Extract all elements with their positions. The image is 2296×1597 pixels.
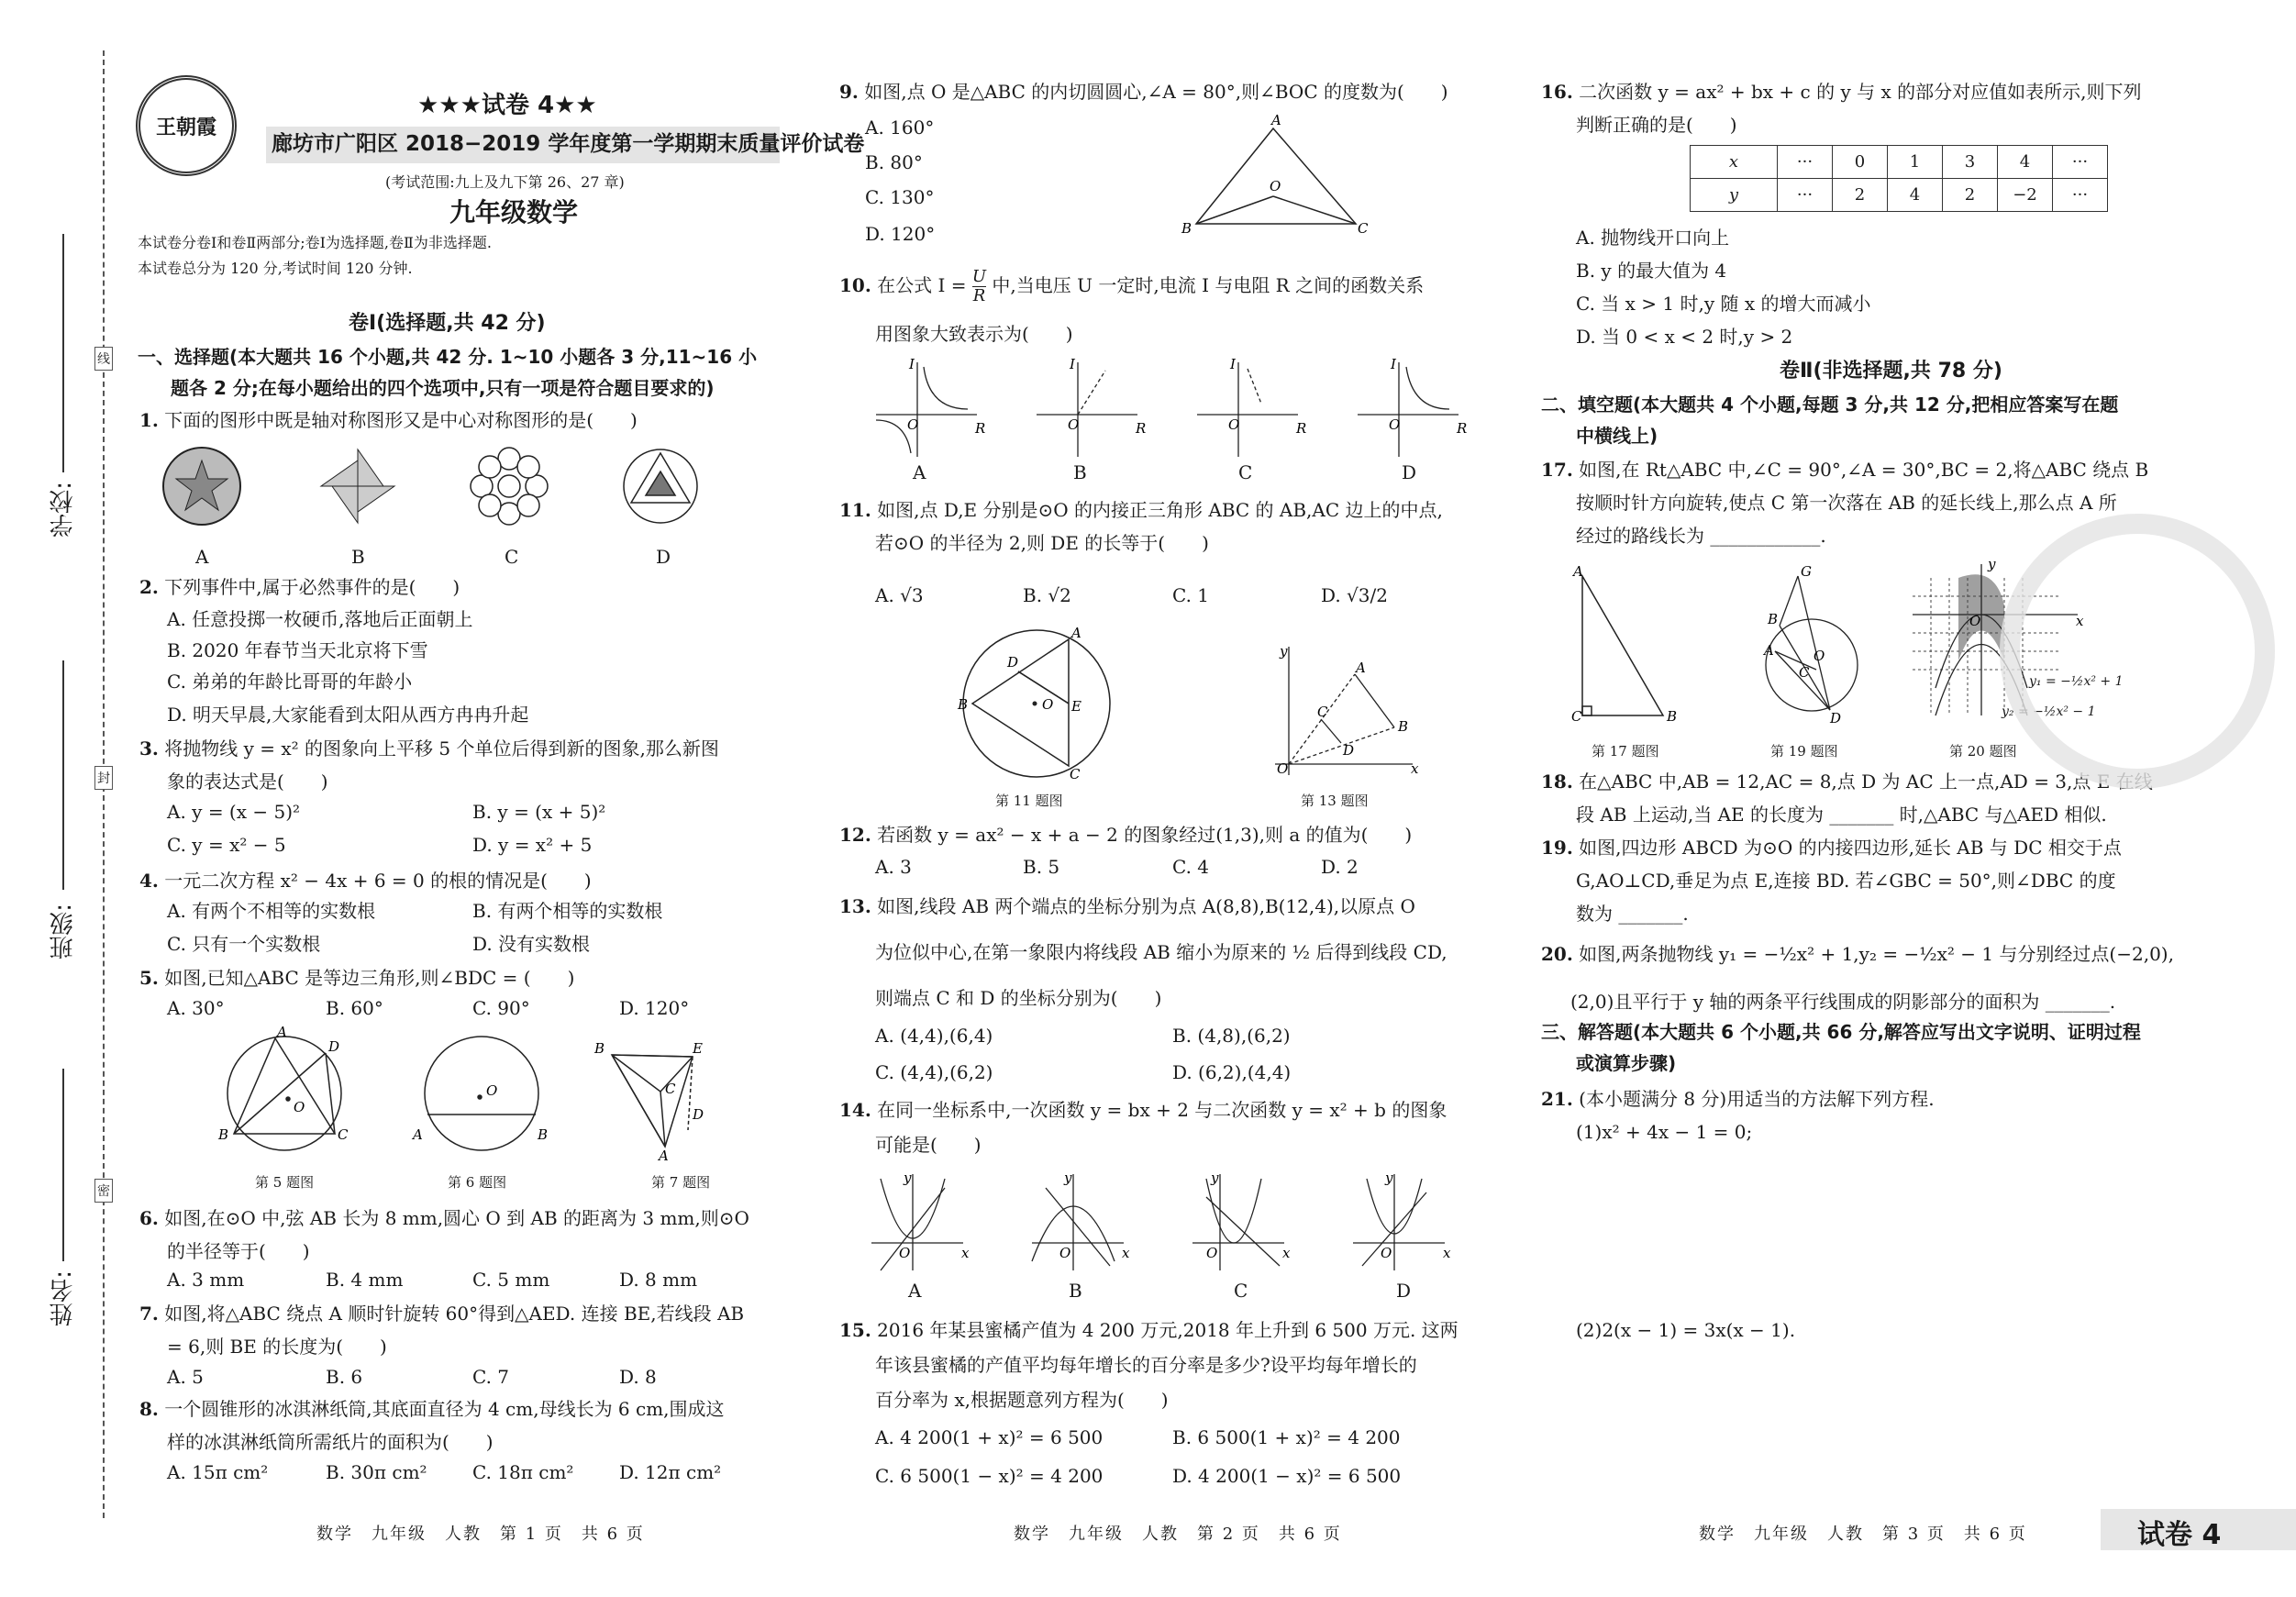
- footer-badge-text: 试卷 4: [2137, 1519, 2222, 1551]
- q5-figure: [227, 1037, 341, 1150]
- q13-option-c[interactable]: C. (4,4),(6,2): [875, 1061, 993, 1083]
- q17-figure: [1582, 576, 1663, 715]
- question-10: 10. 在公式 I = $\frac{U}{R}$ 中,当电压 U 一定时,电流 I 与电阻 R 之间的函数关系: [839, 267, 1425, 305]
- q6-option-a[interactable]: A. 3 mm: [167, 1269, 245, 1291]
- question-18-line-2: 段 AB 上运动,当 AE 的长度为 _______ 时,△ABC 与△AED 相似.: [1576, 804, 2107, 826]
- question-4: 4. 一元二次方程 x² − 4x + 6 = 0 的根的情况是( ): [139, 870, 592, 892]
- table-cell: 3: [1943, 146, 1998, 179]
- question-7-line-2: = 6,则 BE 的长度为( ): [167, 1336, 387, 1358]
- part1-title: 卷Ⅰ(选择题,共 42 分): [349, 312, 546, 335]
- svg-text:D: D: [693, 1106, 704, 1123]
- table-cell: 4: [1888, 179, 1943, 212]
- question-17-line-2: 按顺时针方向旋转,使点 C 第一次落在 AB 的延长线上,那么点 A 所: [1576, 492, 2117, 514]
- q14-option-b[interactable]: B: [1069, 1280, 1082, 1302]
- svg-text:C: C: [1070, 766, 1081, 782]
- exam-scope: (考试范围:九上及九下第 26、27 章): [385, 173, 625, 191]
- svg-text:O: O: [294, 1099, 305, 1115]
- question-3: 3. 将抛物线 y = x² 的图象向上平移 5 个单位后得到新的图象,那么新图: [139, 738, 719, 760]
- subject-title: 九年级数学: [449, 197, 579, 227]
- svg-text:E: E: [1071, 698, 1081, 715]
- class-label: 班级:: [50, 904, 77, 959]
- question-12: 12. 若函数 y = ax² − x + a − 2 的图象经过(1,3),则 a 的值为( ): [839, 824, 1413, 846]
- question-7: 7. 如图,将△ABC 绕点 A 顺时针旋转 60°得到△AED. 连接 BE,若线段 AB: [139, 1303, 745, 1325]
- part1-section-2: 题各 2 分;在每小题给出的四个选项中,只有一项是符合题目要求的): [171, 377, 715, 399]
- q7-option-a[interactable]: A. 5: [167, 1366, 204, 1388]
- table-cell: 4: [1998, 146, 2053, 179]
- q5-option-b[interactable]: B. 60°: [326, 997, 383, 1019]
- svg-text:O: O: [1228, 416, 1240, 433]
- school-blank: [62, 234, 64, 472]
- q16-option-c[interactable]: C. 当 x > 1 时,y 随 x 的增大而减小: [1576, 293, 1871, 315]
- q9-figure: [1174, 112, 1369, 237]
- svg-text:A: A: [659, 1148, 669, 1164]
- q8-option-b[interactable]: B. 30π cm²: [326, 1461, 427, 1483]
- intro-line-2: 本试卷总分为 120 分,考试时间 120 分钟.: [138, 260, 413, 277]
- svg-text:D: D: [1007, 654, 1019, 671]
- q8-option-d[interactable]: D. 12π cm²: [619, 1461, 722, 1483]
- watermark-seal: [2000, 514, 2275, 789]
- q16-option-b[interactable]: B. y 的最大值为 4: [1576, 260, 1727, 282]
- q4-option-a[interactable]: A. 有两个不相等的实数根: [167, 900, 376, 922]
- svg-text:O: O: [1814, 648, 1825, 664]
- q15-option-c[interactable]: C. 6 500(1 − x)² = 4 200: [875, 1465, 1104, 1487]
- svg-text:C: C: [1317, 704, 1328, 720]
- table-cell: 2: [1943, 179, 1998, 212]
- q5-7-figures: [211, 1024, 853, 1164]
- question-6-line-2: 的半径等于( ): [167, 1240, 310, 1262]
- q11-caption: 第 11 题图: [995, 793, 1063, 809]
- question-15-line-2: 年该县蜜橘的产值平均每年增长的百分率是多少?设平均每年增长的: [875, 1354, 1417, 1376]
- q11-q13-figures: [954, 625, 1504, 784]
- svg-text:A: A: [413, 1126, 423, 1143]
- svg-text:C: C: [338, 1126, 349, 1143]
- question-1: 1. 下面的图形中既是轴对称图形又是中心对称图形的是( ): [139, 409, 638, 431]
- seal-mark-feng: 封: [94, 766, 113, 790]
- svg-text:A: A: [277, 1024, 287, 1040]
- q11-option-b[interactable]: B. √2: [1023, 584, 1071, 606]
- question-14: 14. 在同一坐标系中,一次函数 y = bx + 2 与二次函数 y = x² + b 的图象: [839, 1099, 1447, 1121]
- q13-option-d[interactable]: D. (6,2),(4,4): [1172, 1061, 1292, 1083]
- q4-option-b[interactable]: B. 有两个相等的实数根: [472, 900, 663, 922]
- question-5: 5. 如图,已知△ABC 是等边三角形,则∠BDC = ( ): [139, 967, 575, 989]
- q13-caption: 第 13 题图: [1301, 793, 1369, 809]
- school-label: 学校:: [50, 482, 77, 538]
- q20-label-y1: y₁ = −½x² + 1: [2029, 674, 2124, 689]
- svg-text:I: I: [909, 356, 915, 372]
- q2-option-b[interactable]: B. 2020 年春节当天北京将下雪: [167, 639, 428, 661]
- q6-option-b[interactable]: B. 4 mm: [326, 1269, 404, 1291]
- q10-option-b[interactable]: B: [1073, 461, 1087, 483]
- question-21-part-1: (1)x² + 4x − 1 = 0;: [1576, 1121, 1753, 1143]
- svg-text:y: y: [904, 1170, 912, 1186]
- question-18: 18. 在△ABC 中,AB = 12,AC = 8,点 D 为 AC 上一点,AD = 3,点 E 在线: [1541, 771, 2153, 793]
- svg-text:D: D: [1830, 710, 1842, 726]
- svg-text:D: D: [1343, 742, 1355, 759]
- svg-text:O: O: [907, 416, 919, 433]
- paper-badge: ★★★试卷 4★★: [417, 92, 597, 119]
- question-11-line-2: 若⊙O 的半径为 2,则 DE 的长等于( ): [875, 532, 1209, 554]
- q19-figure: [1766, 576, 1858, 711]
- q3-option-d[interactable]: D. y = x² + 5: [472, 834, 593, 856]
- table-row: [1691, 146, 2108, 179]
- q3-option-c[interactable]: C. y = x² − 5: [167, 834, 286, 856]
- q17-caption: 第 17 题图: [1592, 743, 1659, 760]
- q4-option-d[interactable]: D. 没有实数根: [472, 933, 591, 955]
- svg-text:A: A: [1573, 563, 1583, 580]
- table-cell: y: [1691, 179, 1778, 212]
- q11-option-d[interactable]: D. √3/2: [1321, 584, 1388, 606]
- q9-option-b[interactable]: B. 80°: [865, 151, 923, 173]
- class-blank: [62, 660, 64, 890]
- q1-option-b[interactable]: B: [351, 546, 365, 568]
- svg-text:O: O: [1277, 760, 1289, 777]
- q5-caption: 第 5 题图: [255, 1174, 315, 1191]
- name-label: 姓名:: [50, 1270, 77, 1326]
- svg-text:x: x: [1411, 760, 1419, 777]
- svg-text:E: E: [693, 1040, 703, 1057]
- q10-option-c[interactable]: C: [1238, 461, 1253, 483]
- table-cell: ···: [1778, 146, 1833, 179]
- question-17-line-3: 经过的路线长为 ____________.: [1576, 525, 1826, 547]
- svg-text:B: B: [958, 696, 969, 713]
- q11-option-c[interactable]: C. 1: [1172, 584, 1210, 606]
- q5-option-a[interactable]: A. 30°: [167, 997, 225, 1019]
- footer-page-3: 数学 九年级 人教 第 3 页 共 6 页: [1699, 1525, 2027, 1544]
- q16-option-d[interactable]: D. 当 0 < x < 2 时,y > 2: [1576, 326, 1793, 348]
- table-row: [1691, 179, 2108, 212]
- logo-text: 王朝霞: [155, 115, 216, 139]
- part2-section-2: 中横线上): [1576, 425, 1658, 447]
- question-14-line-2: 可能是( ): [875, 1134, 982, 1156]
- svg-text:I: I: [1070, 356, 1075, 372]
- svg-text:O: O: [1068, 416, 1080, 433]
- part1-section: 一、选择题(本大题共 16 个小题,共 42 分. 1~10 小题各 3 分,11~16 小: [138, 346, 758, 368]
- q7-figure: [612, 1055, 693, 1147]
- svg-text:O: O: [1042, 696, 1054, 713]
- svg-text:R: R: [1136, 420, 1147, 437]
- q13-option-a[interactable]: A. (4,4),(6,4): [875, 1025, 993, 1047]
- q12-option-d[interactable]: D. 2: [1321, 856, 1359, 878]
- q9-option-a[interactable]: A. 160°: [865, 116, 935, 139]
- q1-option-a[interactable]: A: [195, 546, 209, 568]
- triangle-in-circle-shape: [624, 449, 697, 523]
- svg-text:G: G: [1801, 563, 1812, 580]
- question-10-line-2: 用图象大致表示为( ): [875, 323, 1073, 345]
- q14-option-c[interactable]: C: [1234, 1280, 1248, 1302]
- svg-text:R: R: [975, 420, 986, 437]
- svg-text:C: C: [1571, 708, 1582, 725]
- question-8-line-2: 样的冰淇淋纸筒所需纸片的面积为( ): [167, 1431, 494, 1453]
- question-15-line-3: 百分率为 x,根据题意列方程为( ): [875, 1389, 1169, 1411]
- svg-text:B: B: [218, 1126, 229, 1143]
- name-blank: [62, 1069, 64, 1261]
- q10-option-a[interactable]: A: [913, 461, 926, 483]
- q8-option-c[interactable]: C. 18π cm²: [472, 1461, 574, 1483]
- svg-text:y: y: [1988, 556, 1996, 572]
- svg-text:O: O: [1206, 1245, 1218, 1261]
- question-20: 20. 如图,两条抛物线 y₁ = −½x² + 1,y₂ = −½x² − 1 与分别经过点(−2,0),: [1541, 943, 2174, 965]
- q14-graphs: [871, 1170, 1514, 1270]
- q12-option-b[interactable]: B. 5: [1023, 856, 1060, 878]
- svg-text:R: R: [1457, 420, 1468, 437]
- q15-option-d[interactable]: D. 4 200(1 − x)² = 6 500: [1172, 1465, 1402, 1487]
- q20-caption: 第 20 题图: [1949, 743, 2017, 760]
- flower-shape: [471, 448, 548, 525]
- svg-text:C: C: [665, 1081, 676, 1097]
- svg-text:A: A: [1271, 112, 1281, 128]
- q1-option-d[interactable]: D: [656, 546, 671, 568]
- svg-text:B: B: [1181, 220, 1192, 237]
- q2-option-d[interactable]: D. 明天早晨,大家能看到太阳从西方冉冉升起: [167, 704, 529, 726]
- question-19-line-3: 数为 _______.: [1576, 903, 1689, 925]
- table-cell: x: [1691, 146, 1778, 179]
- table-cell: ···: [1778, 179, 1833, 212]
- q16-value-table: [1690, 145, 2108, 212]
- q7-option-b[interactable]: B. 6: [326, 1366, 363, 1388]
- svg-text:y: y: [1064, 1170, 1072, 1186]
- svg-text:O: O: [486, 1082, 498, 1099]
- q12-option-c[interactable]: C. 4: [1172, 856, 1210, 878]
- q2-option-c[interactable]: C. 弟弟的年龄比哥哥的年龄小: [167, 671, 413, 693]
- question-13: 13. 如图,线段 AB 两个端点的坐标分别为点 A(8,8),B(12,4),以原点 O: [839, 895, 1415, 917]
- svg-text:B: B: [538, 1126, 549, 1143]
- svg-text:y: y: [1385, 1170, 1393, 1186]
- svg-text:x: x: [1122, 1245, 1130, 1261]
- q11-option-a[interactable]: A. √3: [875, 584, 924, 606]
- table-cell: 2: [1833, 179, 1888, 212]
- table-cell: ···: [2053, 146, 2108, 179]
- q7-caption: 第 7 题图: [651, 1174, 711, 1191]
- q10-graphs: [876, 358, 1555, 459]
- svg-text:x: x: [1282, 1245, 1291, 1261]
- q3-option-a[interactable]: A. y = (x − 5)²: [167, 801, 301, 823]
- part2-title: 卷Ⅱ(非选择题,共 78 分): [1780, 360, 2002, 383]
- q20-label-y2: y₂ = −½x² − 1: [2002, 704, 2096, 719]
- question-19-line-2: G,AO⊥CD,垂足为点 E,连接 BD. 若∠GBC = 50°,则∠DBC 的度: [1576, 870, 2116, 892]
- table-cell: 0: [1833, 146, 1888, 179]
- q13-option-b[interactable]: B. (4,8),(6,2): [1172, 1025, 1291, 1047]
- q4-option-c[interactable]: C. 只有一个实数根: [167, 933, 321, 955]
- svg-text:B: B: [1667, 708, 1678, 725]
- logo: [136, 75, 237, 176]
- seal-mark-xian: 线: [94, 347, 113, 371]
- question-8: 8. 一个圆锥形的冰淇淋纸筒,其底面直径为 4 cm,母线长为 6 cm,围成这: [139, 1398, 725, 1420]
- svg-text:x: x: [961, 1245, 970, 1261]
- svg-text:x: x: [2076, 613, 2084, 629]
- q5-option-d[interactable]: D. 120°: [619, 997, 690, 1019]
- footer-page-1: 数学 九年级 人教 第 1 页 共 6 页: [316, 1525, 645, 1544]
- svg-text:R: R: [1296, 420, 1307, 437]
- question-21-part-2: (2)2(x − 1) = 3x(x − 1).: [1576, 1319, 1796, 1341]
- svg-text:A: A: [1071, 625, 1081, 641]
- part3-section: 三、解答题(本大题共 6 个小题,共 66 分,解答应写出文字说明、证明过程: [1541, 1021, 2141, 1043]
- q3-option-b[interactable]: B. y = (x + 5)²: [472, 801, 606, 823]
- question-16: 16. 二次函数 y = ax² + bx + c 的 y 与 x 的部分对应值如表所示,则下列: [1541, 81, 2142, 103]
- question-19: 19. 如图,四边形 ABCD 为⊙O 的内接四边形,延长 AB 与 DC 相交于点: [1541, 837, 2122, 859]
- question-17: 17. 如图,在 Rt△ABC 中,∠C = 90°,∠A = 30°,BC = 2,将△ABC 绕点 B: [1541, 459, 2149, 481]
- q2-option-a[interactable]: A. 任意投掷一枚硬币,落地后正面朝上: [167, 608, 473, 630]
- q14-option-a[interactable]: A: [908, 1280, 922, 1302]
- question-16-line-2: 判断正确的是( ): [1576, 114, 1737, 136]
- part2-section: 二、填空题(本大题共 4 个小题,每题 3 分,共 12 分,把相应答案写在题: [1541, 394, 2119, 416]
- question-11: 11. 如图,点 D,E 分别是⊙O 的内接正三角形 ABC 的 AB,AC 边上的中点,: [839, 499, 1443, 521]
- question-21: 21. (本小题满分 8 分)用适当的方法解下列方程.: [1541, 1088, 1935, 1110]
- question-2: 2. 下列事件中,属于必然事件的是( ): [139, 576, 460, 598]
- q10-option-d[interactable]: D: [1402, 461, 1417, 483]
- table-cell: ···: [2053, 179, 2108, 212]
- q16-option-a[interactable]: A. 抛物线开口向上: [1576, 227, 1730, 249]
- seal-mark-mi: 密: [94, 1179, 113, 1203]
- q6-option-c[interactable]: C. 5 mm: [472, 1269, 550, 1291]
- svg-text:C: C: [1358, 220, 1369, 237]
- question-20-line-2: (2,0)且平行于 y 轴的两条平行线围成的阴影部分的面积为 _______.: [1570, 991, 2116, 1013]
- svg-text:O: O: [1389, 416, 1401, 433]
- svg-text:A: A: [1764, 642, 1774, 659]
- pinwheel-shape: [321, 449, 394, 523]
- q12-option-a[interactable]: A. 3: [875, 856, 912, 878]
- intro-line-1: 本试卷分卷Ⅰ和卷Ⅱ两部分;卷Ⅰ为选择题,卷Ⅱ为非选择题.: [138, 234, 492, 251]
- question-13-line-2: 为位似中心,在第一象限内将线段 AB 缩小为原来的 ½ 后得到线段 CD,: [875, 941, 1447, 963]
- q15-option-a[interactable]: A. 4 200(1 + x)² = 6 500: [875, 1426, 1104, 1448]
- q1-option-c[interactable]: C: [505, 546, 519, 568]
- q15-option-b[interactable]: B. 6 500(1 + x)² = 4 200: [1172, 1426, 1401, 1448]
- svg-text:O: O: [1969, 613, 1981, 629]
- q6-caption: 第 6 题图: [448, 1174, 507, 1191]
- svg-text:C: C: [1799, 664, 1810, 681]
- formula-fraction: $\frac{U}{R}$: [971, 267, 987, 305]
- q1-figures: [156, 444, 798, 536]
- q7-option-d[interactable]: D. 8: [619, 1366, 657, 1388]
- q6-figure: [425, 1037, 538, 1150]
- svg-text:B: B: [1768, 611, 1779, 627]
- part3-section-2: 或演算步骤): [1576, 1052, 1677, 1074]
- table-cell: 1: [1888, 146, 1943, 179]
- footer-page-2: 数学 九年级 人教 第 2 页 共 6 页: [1014, 1525, 1342, 1544]
- question-9: 9. 如图,点 O 是△ABC 的内切圆圆心,∠A = 80°,则∠BOC 的度数为( ): [839, 81, 1448, 103]
- svg-text:A: A: [1356, 660, 1366, 676]
- question-15: 15. 2016 年某县蜜橘产值为 4 200 万元,2018 年上升到 6 500 万元. 这两: [839, 1319, 1459, 1341]
- svg-text:O: O: [1059, 1245, 1071, 1261]
- svg-text:O: O: [1381, 1245, 1392, 1261]
- q14-option-d[interactable]: D: [1396, 1280, 1412, 1302]
- svg-text:O: O: [1270, 178, 1281, 194]
- question-3-line-2: 象的表达式是( ): [167, 771, 328, 793]
- q19-caption: 第 19 题图: [1770, 743, 1838, 760]
- question-6: 6. 如图,在⊙O 中,弦 AB 长为 8 mm,圆心 O 到 AB 的距离为 3 mm,则⊙O: [139, 1207, 749, 1229]
- svg-text:I: I: [1230, 356, 1236, 372]
- exam-title: 廊坊市广阳区 2018−2019 学年度第一学期期末质量评价试卷: [272, 132, 865, 156]
- svg-text:y: y: [1211, 1170, 1219, 1186]
- q8-option-a[interactable]: A. 15π cm²: [167, 1461, 269, 1483]
- q5-option-c[interactable]: C. 90°: [472, 997, 530, 1019]
- svg-text:B: B: [594, 1040, 605, 1057]
- question-13-line-3: 则端点 C 和 D 的坐标分别为( ): [875, 987, 1162, 1009]
- q7-option-c[interactable]: C. 7: [472, 1366, 510, 1388]
- table-cell: −2: [1998, 179, 2053, 212]
- svg-text:y: y: [1280, 643, 1288, 660]
- svg-text:I: I: [1391, 356, 1396, 372]
- q6-option-d[interactable]: D. 8 mm: [619, 1269, 698, 1291]
- svg-text:D: D: [328, 1038, 340, 1055]
- svg-text:B: B: [1398, 718, 1409, 735]
- svg-text:O: O: [899, 1245, 911, 1261]
- svg-text:x: x: [1443, 1245, 1451, 1261]
- q9-option-c[interactable]: C. 130°: [865, 186, 935, 208]
- q9-option-d[interactable]: D. 120°: [865, 223, 936, 245]
